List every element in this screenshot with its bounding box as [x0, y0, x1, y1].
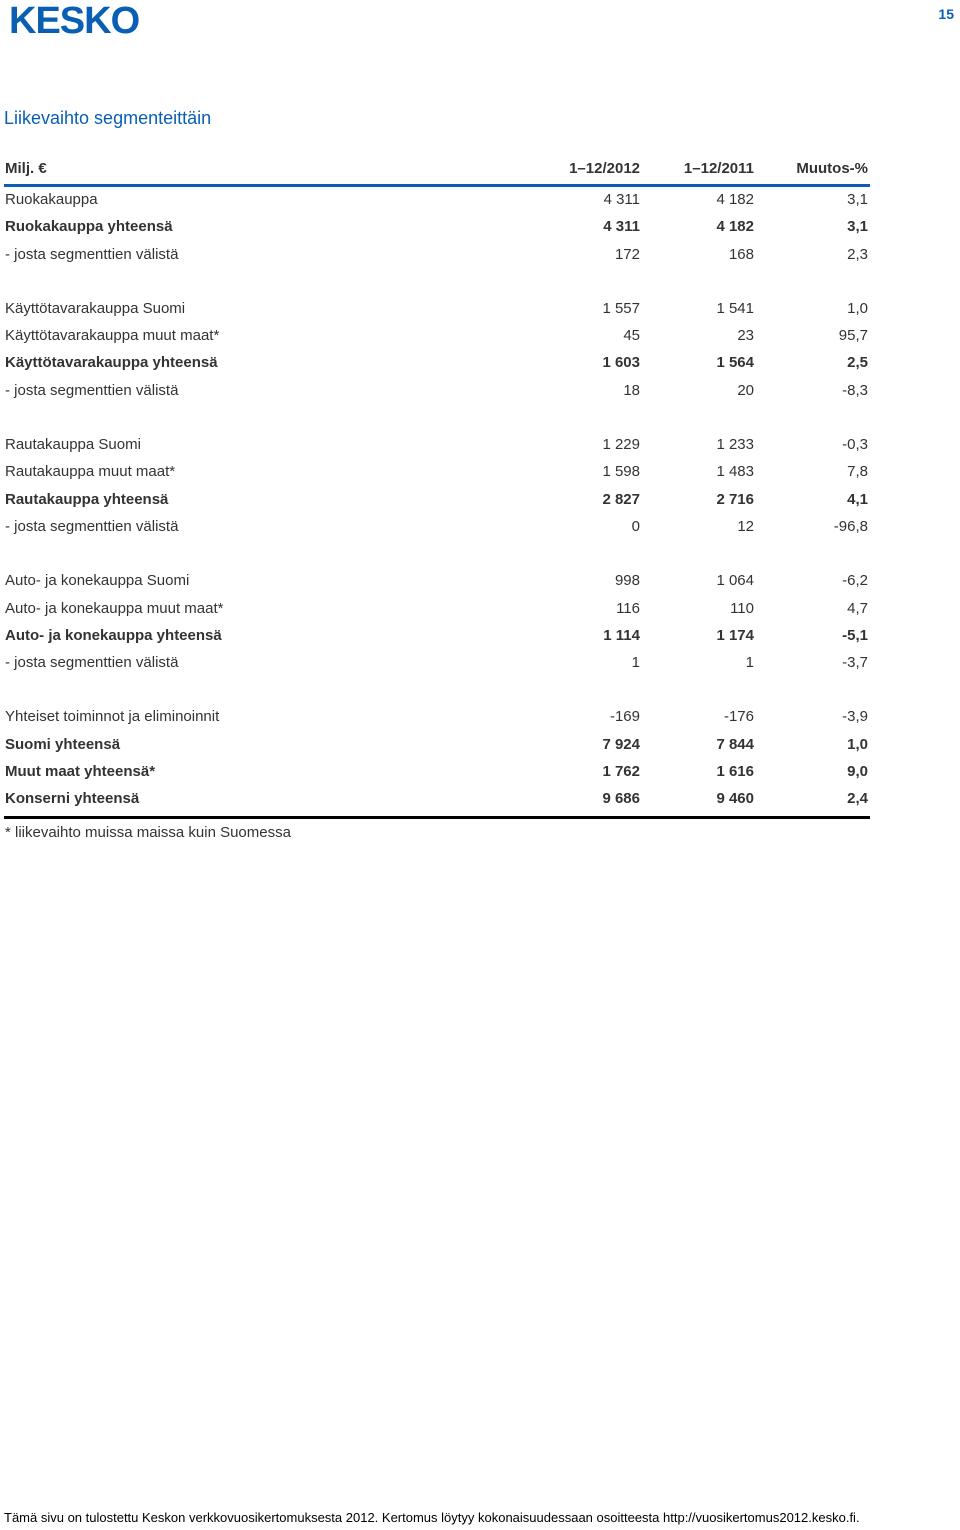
change-percent: 3,1 [847, 191, 868, 208]
value-2012: 1 598 [602, 463, 640, 481]
value-2011: 1 564 [716, 354, 754, 372]
page-footer: Tämä sivu on tulostettu Keskon verkkovuosikertomuksesta 2012. Kertomus löytyy kokonaisuudessaan osoitteesta http://vuosikertomus2012.kesko.fi. [4, 1510, 860, 1525]
row-label: Suomi yhteensä [5, 735, 121, 753]
table-row [4, 296, 870, 323]
column-header-change: Muutos-% [796, 160, 868, 177]
table-row [4, 214, 870, 241]
value-2012: 1 762 [602, 763, 640, 781]
value-2011: 1 174 [716, 626, 754, 644]
table-row [4, 432, 870, 459]
value-2012: 1 603 [602, 354, 640, 372]
value-2011: 2 716 [716, 490, 754, 508]
column-header-2011: 1–12/2011 [683, 160, 754, 177]
table-row [4, 650, 870, 677]
value-2012: 1 229 [602, 436, 640, 454]
value-2011: 12 [737, 517, 754, 535]
change-percent: 1,0 [847, 299, 868, 317]
value-2012: 1 [631, 654, 640, 672]
table-row [4, 187, 870, 214]
row-label: - josta segmenttien välistä [5, 245, 179, 263]
column-header-2012: 1–12/2012 [569, 160, 640, 177]
change-percent: 95,7 [838, 327, 868, 345]
table-row [4, 704, 870, 731]
value-2011: 7 844 [716, 735, 754, 753]
change-percent: 2,3 [847, 245, 868, 263]
value-2011: 1 233 [716, 436, 754, 454]
value-2012: 4 311 [603, 218, 640, 236]
spacer-row [4, 405, 870, 432]
value-2012: 1 557 [602, 299, 640, 317]
value-2012: 172 [614, 245, 640, 263]
value-2011: 1 541 [716, 299, 754, 317]
table-row [4, 459, 870, 486]
table-footnote: * liikevaihto muissa maissa kuin Suomessa [5, 823, 291, 841]
change-percent: -5,1 [842, 626, 868, 644]
row-label: - josta segmenttien välistä [5, 517, 179, 535]
row-label: Ruokakauppa yhteensä [5, 218, 173, 236]
row-label: Rautakauppa muut maat* [5, 463, 176, 481]
change-percent: -0,3 [842, 436, 868, 454]
value-2011: 1 064 [716, 572, 754, 590]
row-label: Ruokakauppa [5, 191, 98, 208]
table-row [4, 732, 870, 759]
table-row [4, 568, 870, 595]
change-percent: -96,8 [833, 517, 868, 535]
row-label: Käyttötavarakauppa Suomi [5, 299, 186, 317]
change-percent: -3,7 [842, 654, 868, 672]
row-label: Rautakauppa Suomi [5, 436, 141, 454]
spacer-row [4, 677, 870, 704]
row-label: Auto- ja konekauppa yhteensä [5, 626, 222, 644]
table-row [4, 786, 870, 813]
value-2011: 4 182 [716, 191, 754, 208]
section-title: Liikevaihto segmenteittäin [4, 108, 212, 128]
table-header [4, 156, 870, 187]
value-2012: 116 [616, 599, 640, 617]
row-label: Auto- ja konekauppa muut maat* [5, 599, 224, 617]
revenue-by-segment-table [4, 156, 870, 841]
page-number: 15 [938, 6, 954, 22]
change-percent: 7,8 [847, 463, 868, 481]
value-2011: 4 182 [716, 218, 754, 236]
row-label: - josta segmenttien välistä [5, 654, 179, 672]
change-percent: -8,3 [842, 381, 868, 399]
value-2012: 18 [623, 381, 640, 399]
value-2012: 9 686 [602, 790, 640, 808]
value-2012: 998 [614, 572, 640, 590]
value-2011: 168 [728, 245, 754, 263]
change-percent: 2,5 [847, 354, 868, 372]
value-2012: 45 [623, 327, 640, 345]
row-label: Yhteiset toiminnot ja eliminoinnit [5, 708, 220, 726]
change-percent: -3,9 [842, 708, 868, 726]
row-label: Käyttötavarakauppa yhteensä [5, 354, 218, 372]
table-row [4, 323, 870, 350]
change-percent: 4,7 [847, 599, 868, 617]
change-percent: 4,1 [847, 490, 868, 508]
table-row [4, 242, 870, 269]
change-percent: 2,4 [847, 790, 868, 808]
spacer-row [4, 541, 870, 568]
table-row [4, 759, 870, 786]
value-2011: 1 483 [716, 463, 754, 481]
change-percent: 3,1 [847, 218, 868, 236]
row-label: Konserni yhteensä [5, 790, 140, 808]
table-row [4, 378, 870, 405]
value-2011: 9 460 [716, 790, 754, 808]
table-row [4, 596, 870, 623]
value-2012: -169 [609, 708, 640, 726]
table-row [4, 487, 870, 514]
row-label: Käyttötavarakauppa muut maat* [5, 327, 220, 345]
value-2012: 7 924 [602, 735, 640, 753]
column-header-unit: Milj. € [5, 160, 47, 177]
value-2012: 1 114 [603, 626, 640, 644]
change-percent: -6,2 [842, 572, 868, 590]
spacer-row [4, 269, 870, 296]
row-label: Muut maat yhteensä* [5, 763, 156, 781]
row-label: Auto- ja konekauppa Suomi [5, 572, 190, 590]
table-row [4, 514, 870, 541]
value-2011: 1 [745, 654, 754, 672]
value-2011: 1 616 [716, 763, 754, 781]
value-2012: 2 827 [602, 490, 640, 508]
change-percent: 1,0 [847, 735, 868, 753]
value-2012: 0 [631, 517, 640, 535]
table-row [4, 623, 870, 650]
value-2012: 4 311 [603, 191, 640, 208]
kesko-logo: KESKO [9, 0, 140, 42]
value-2011: 23 [737, 327, 754, 345]
change-percent: 9,0 [847, 763, 868, 781]
value-2011: -176 [723, 708, 754, 726]
row-label: Rautakauppa yhteensä [5, 490, 169, 508]
table-row [4, 350, 870, 377]
value-2011: 110 [730, 599, 754, 617]
value-2011: 20 [737, 381, 754, 399]
row-label: - josta segmenttien välistä [5, 381, 179, 399]
table-body [4, 187, 870, 814]
